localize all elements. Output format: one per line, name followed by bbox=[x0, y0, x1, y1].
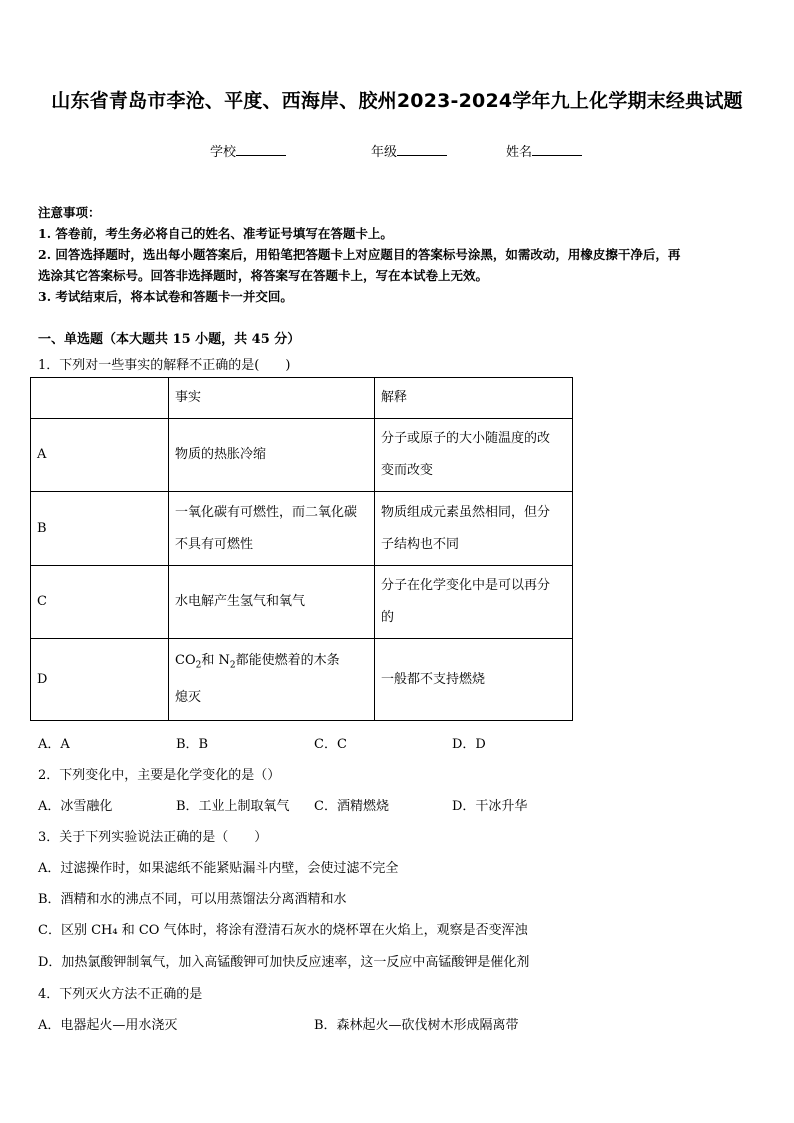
q3-option-d: D．加热氯酸钾制氧气，加入高锰酸钾可加快反应速率，这一反应中高锰酸钾是催化剂 bbox=[38, 955, 530, 970]
page-title: 山东省青岛市李沧、平度、西海岸、胶州2023-2024学年九上化学期末经典试题 bbox=[51, 90, 743, 112]
note-item: 1. 答卷前，考生务必将自己的姓名、准考证号填写在答题卡上。 bbox=[38, 226, 393, 241]
formula-text: 和 N bbox=[201, 653, 230, 669]
explain-cell bbox=[375, 639, 573, 721]
explain-cell bbox=[375, 566, 573, 639]
row-label: D bbox=[31, 639, 169, 721]
subscript: 2 bbox=[229, 660, 236, 671]
q4-option-b: B．森林起火—砍伐树木形成隔离带 bbox=[314, 1018, 519, 1033]
school-label: 学校 bbox=[210, 145, 237, 160]
note-item: 选涂其它答案标号。回答非选择题时，将答案写在答题卡上，写在本试卷上无效。 bbox=[38, 268, 489, 283]
fact-cell bbox=[169, 492, 375, 566]
q3-option-b: B．酒精和水的沸点不同，可以用蒸馏法分离酒精和水 bbox=[38, 892, 347, 907]
name-field bbox=[506, 141, 582, 160]
q3-option-a: A．过滤操作时，如果滤纸不能紧贴漏斗内壁，会使过滤不完全 bbox=[38, 861, 399, 876]
fact-text: 都能使燃着的木条 bbox=[235, 653, 340, 669]
subscript: 2 bbox=[195, 660, 202, 671]
fact-text: 熄灭 bbox=[175, 689, 202, 705]
question-2-stem: 2．下列变化中，主要是化学变化的是（） bbox=[38, 768, 281, 783]
grade-blank bbox=[397, 142, 447, 156]
notes-heading: 注意事项： bbox=[38, 205, 101, 220]
section-heading: 一、单选题（本大题共 15 小题，共 45 分） bbox=[38, 332, 301, 347]
explain-text: 分子或原子的大小随温度的改 bbox=[381, 431, 551, 446]
explain-text: 一般都不支持燃烧 bbox=[381, 671, 486, 687]
table-header-cell: 事实 bbox=[169, 378, 375, 419]
q2-option-a: A．冰雪融化 bbox=[38, 799, 113, 814]
explain-text: 子结构也不同 bbox=[381, 536, 460, 552]
table-header-row bbox=[31, 378, 573, 419]
q4-option-a: A．电器起火—用水浇灭 bbox=[38, 1018, 178, 1033]
row-label: B bbox=[31, 492, 169, 566]
grade-label: 年级 bbox=[371, 145, 398, 160]
row-label: C bbox=[31, 566, 169, 639]
fact-text: 物质的热胀冷缩 bbox=[175, 447, 267, 462]
table-row bbox=[31, 419, 573, 492]
question-3-stem: 3．关于下列实验说法正确的是（ ） bbox=[38, 830, 268, 845]
question-4-stem: 4．下列灭火方法不正确的是 bbox=[38, 987, 203, 1002]
formula-co2: CO bbox=[175, 653, 196, 669]
note-item: 2. 回答选择题时，选出每小题答案后，用铅笔把答题卡上对应题目的答案标号涂黑，如需改动，用橡皮擦干净后，再 bbox=[38, 247, 681, 262]
explain-text: 的 bbox=[381, 610, 395, 625]
question-1-stem: 1．下列对一些事实的解释不正确的是( ) bbox=[38, 358, 291, 373]
table-header-cell bbox=[31, 378, 169, 419]
q2-option-c: C．酒精燃烧 bbox=[314, 799, 389, 814]
explain-text: 分子在化学变化中是可以再分 bbox=[381, 578, 551, 593]
fact-formula-line bbox=[175, 645, 368, 682]
explain-cell bbox=[375, 419, 573, 492]
name-label: 姓名 bbox=[506, 145, 533, 160]
q1-option-d: D．D bbox=[452, 737, 486, 752]
grade-field bbox=[371, 141, 447, 160]
q1-option-b: B．B bbox=[176, 737, 209, 752]
table-row bbox=[31, 492, 573, 566]
name-blank bbox=[532, 142, 582, 156]
q1-option-a: A．A bbox=[38, 737, 70, 752]
explain-text: 变而改变 bbox=[381, 463, 434, 478]
note-item: 3. 考试结束后，将本试卷和答题卡一并交回。 bbox=[38, 289, 293, 304]
fact-cell bbox=[169, 639, 375, 721]
fact-cell bbox=[169, 566, 375, 639]
q1-option-c: C．C bbox=[314, 737, 347, 752]
q2-option-b: B．工业上制取氧气 bbox=[176, 799, 290, 814]
q2-option-d: D．干冰升华 bbox=[452, 799, 528, 814]
question-1-table bbox=[30, 377, 573, 721]
row-label: A bbox=[31, 419, 169, 492]
fact-text: 不具有可燃性 bbox=[175, 536, 254, 552]
fact-text: 一氧化碳有可燃性，而二氧化碳 bbox=[175, 504, 358, 520]
fact-text: 水电解产生氢气和氧气 bbox=[175, 594, 306, 609]
fact-cell bbox=[169, 419, 375, 492]
explain-cell bbox=[375, 492, 573, 566]
table-row bbox=[31, 639, 573, 721]
explain-text: 物质组成元素虽然相同，但分 bbox=[381, 504, 551, 520]
school-blank bbox=[236, 142, 286, 156]
school-field bbox=[210, 141, 286, 160]
table-header-cell: 解释 bbox=[375, 378, 573, 419]
table-row bbox=[31, 566, 573, 639]
q3-option-c: C．区别 CH₄ 和 CO 气体时，将涂有澄清石灰水的烧杯罩在火焰上，观察是否变浑浊 bbox=[38, 923, 528, 938]
